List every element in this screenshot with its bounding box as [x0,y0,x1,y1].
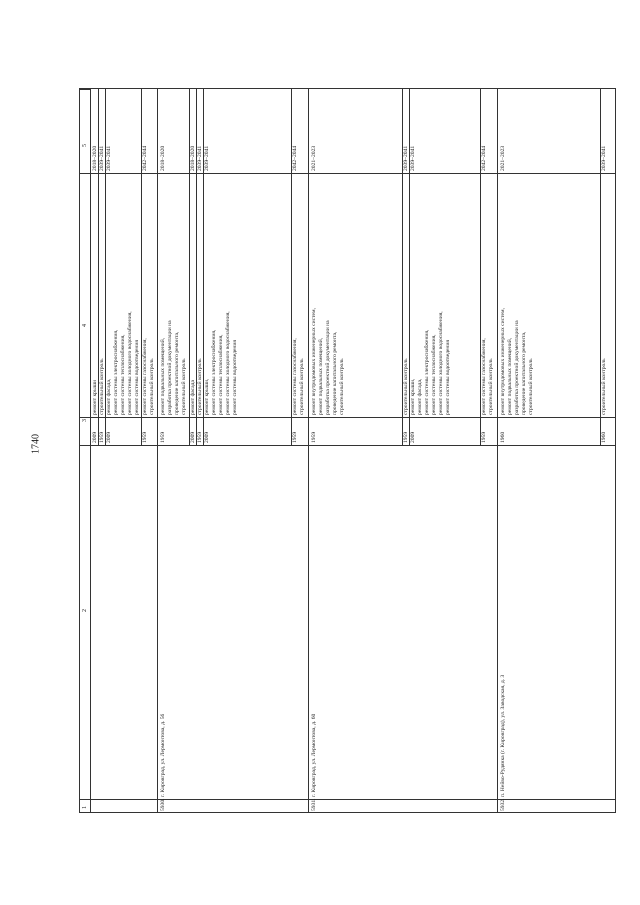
r5930-year-3: 1959 [197,431,203,443]
address-5930: г. Кировград, ул. Лермонтова, д. 56 [160,713,166,797]
r5931-work-3f: ремонт системы водоотведения [445,340,451,415]
r5931-work-3b: ремонт фасада, [417,378,423,415]
r5931-work-2: строительный контроль [403,358,409,415]
header-col-4: 4 [82,324,88,327]
cont-year-d: 1959 [142,431,148,443]
r5931-period-2: 2039–2041 [403,145,409,171]
r5931-work-1c: разработка проектной документации на [325,320,331,415]
r5930-year-2: 2009 [190,431,196,443]
address-5931: г. Кировград, ул. Лермонтова, д. 60 [311,713,317,797]
num-5931: 5931. [311,798,317,811]
r5930-work-4a: ремонт крыши, [204,378,210,415]
r5930-year-5: 1959 [292,431,298,443]
r5930-work-2: ремонт фасада [190,380,196,415]
cont-year-b: 1959 [99,431,105,443]
r5932-work-1c: разработка проектной документации на [514,320,520,415]
r5931-work-3e: ремонт системы холодного водоснабжения, [438,311,444,415]
col-divider-3 [79,417,616,418]
cont-work-c2: ремонт системы электроснабжения, [113,329,119,415]
cont-year-c: 2009 [106,431,112,443]
r5932-period-1: 2021–2023 [500,145,506,171]
cont-period-a: 2018–2020 [92,145,98,171]
col-divider-4 [79,173,616,174]
address-5932: п. Нейво-Рудянка (г. Кировград), ул. Заводская, д. 3 [500,674,506,797]
r5930-work-4c: ремонт системы теплоснабжения, [218,334,224,415]
r5930-work-1a: ремонт подвальных помещений, [160,337,166,415]
r5931-year-4: 1959 [481,431,487,443]
r5932-work-1d: проведение капитального ремонта, [521,331,527,415]
cont-work-c3: ремонт системы теплоснабжения, [120,334,126,415]
r5932-work-1a: ремонт внутридомовых инженерных систем, [500,308,506,415]
cont-work-a: ремонт крыши [92,379,98,415]
header-col-5: 5 [82,144,88,147]
r5931-period-1: 2021–2023 [311,145,317,171]
table-frame [79,88,616,813]
r5931-work-1b: ремонт подвальных помещений, [318,337,324,415]
cont-work-d2: строительный контроль [149,358,155,415]
r5931-work-3c: ремонт системы электроснабжения, [424,329,430,415]
record-line [157,88,158,813]
table-header [79,89,91,813]
header-col-2: 2 [82,609,88,612]
r5931-work-4a: ремонт системы газоснабжения, [481,338,487,415]
r5931-year-3: 2009 [410,431,416,443]
r5930-period-2: 2018–2020 [190,145,196,171]
r5931-work-1d: проведение капитального ремонта, [332,331,338,415]
r5930-work-5b: строительный контроль [299,358,305,415]
r5930-period-4: 2039–2041 [204,145,210,171]
r5930-year-4: 2009 [204,431,210,443]
r5931-work-3a: ремонт крыши, [410,378,416,415]
num-5930: 5930. [160,798,166,811]
cont-period-c: 2039–2041 [106,145,112,171]
col-divider-2 [79,445,616,446]
cont-work-c5: ремонт системы водоотведения [134,340,140,415]
r5931-work-1a: ремонт внутридомовых инженерных систем, [311,308,317,415]
cont-work-c4: ремонт системы холодного водоснабжения, [127,311,133,415]
r5931-year-2: 1959 [403,431,409,443]
num-5932: 5932. [500,798,506,811]
r5930-period-5: 2042–2044 [292,145,298,171]
cont-period-b: 2039–2041 [99,145,105,171]
r5930-work-1b: разработка проектной документации на [167,320,173,415]
r5930-work-4d: ремонт системы холодного водоснабжения, [225,311,231,415]
r5932-year-2: 1960 [601,431,607,443]
header-col-1: 1 [82,806,88,809]
header-col-3: 3 [82,419,88,422]
r5930-year-1: 1959 [160,431,166,443]
r5932-work-2: строительный контроль [601,358,607,415]
r5931-work-1e: строительный контроль [339,358,345,415]
cont-work-d1: ремонт системы газоснабжения, [142,338,148,415]
r5930-work-3: строительный контроль [197,358,203,415]
cont-work-b: строительный контроль [99,358,105,415]
r5930-work-4b: ремонт системы электроснабжения, [211,329,217,415]
r5930-period-1: 2018–2020 [160,145,166,171]
works-table [79,88,616,813]
r5931-work-3d: ремонт системы теплоснабжения, [431,334,437,415]
r5931-period-3: 2039–2041 [410,145,416,171]
r5932-work-1b: ремонт подвальных помещений, [507,337,513,415]
r5932-period-2: 2039–2041 [601,145,607,171]
r5931-work-4b: строительный контроль [488,358,494,415]
r5930-work-5a: ремонт системы газоснабжения, [292,338,298,415]
r5931-period-4: 2042–2044 [481,145,487,171]
r5932-work-1e: строительный контроль [528,358,534,415]
record-line [497,88,498,813]
cont-year-a: 2009 [92,431,98,443]
r5930-work-4e: ремонт системы водоотведения [232,340,238,415]
cont-period-d: 2042–2044 [142,145,148,171]
page-number: 1740 [30,434,42,454]
cont-work-c1: ремонт фасада, [106,378,112,415]
r5932-year-1: 1960 [500,431,506,443]
r5931-year-1: 1959 [311,431,317,443]
r5930-work-1c: проведение капитального ремонта, [174,331,180,415]
record-line [308,88,309,813]
table-border [79,88,616,813]
r5930-work-1d: строительный контроль [181,358,187,415]
r5930-period-3: 2039–2041 [197,145,203,171]
